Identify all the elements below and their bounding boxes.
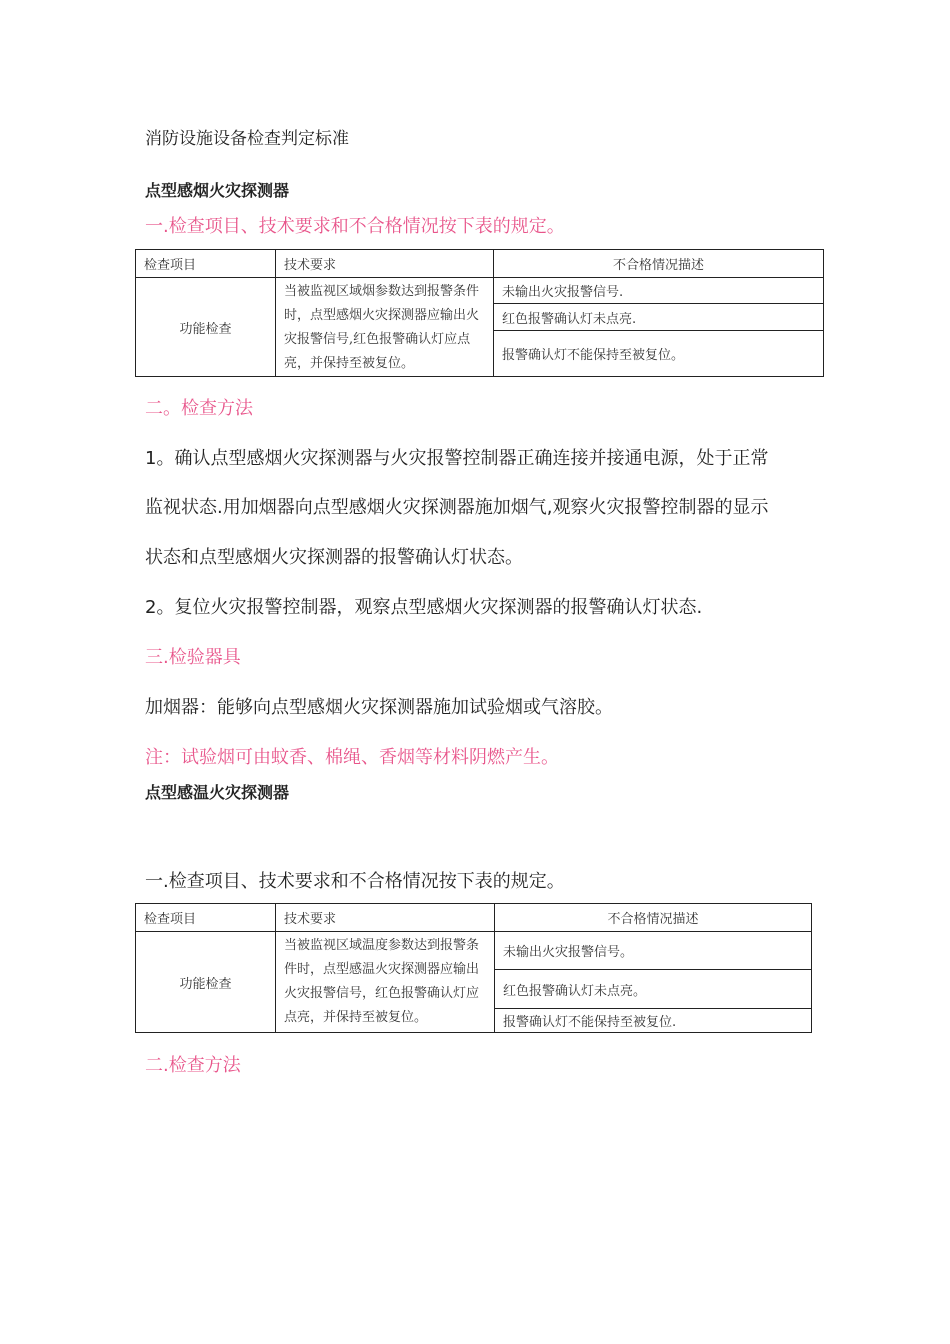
tools-description: 加烟器：能够向点型感烟火灾探测器施加试验烟或气溶胶。 — [145, 697, 613, 718]
requirement-cell: 当被监视区域烟参数达到报警条件时，点型感烟火灾探测器应输出火灾报警信号,红色报警确认灯应点亮，并保持至被复位。 — [276, 278, 494, 377]
header-inspection-item: 检查项目 — [136, 250, 276, 278]
failure-cell: 红色报警确认灯未点亮. — [494, 304, 824, 331]
method-1-line-3: 状态和点型感烟火灾探测器的报警确认灯状态。 — [145, 547, 523, 568]
heat-section-2-heading: 二.检查方法 — [145, 1055, 241, 1076]
header-inspection-item: 检查项目 — [136, 904, 276, 932]
inspection-item-cell: 功能检查 — [136, 932, 276, 1033]
table-header-row — [136, 250, 824, 278]
failure-cell: 报警确认灯不能保持至被复位。 — [494, 331, 824, 377]
table-header-row — [136, 904, 812, 932]
smoke-section-3-heading: 三.检验器具 — [145, 647, 241, 668]
smoke-inspection-table — [135, 249, 824, 377]
header-technical-requirement: 技术要求 — [276, 250, 494, 278]
document-title: 消防设施设备检查判定标准 — [145, 129, 349, 149]
heat-inspection-table — [135, 903, 812, 1033]
method-1-line-2: 监视状态.用加烟器向点型感烟火灾探测器施加烟气,观察火灾报警控制器的显示 — [145, 497, 769, 518]
table-row — [136, 278, 824, 304]
method-1-line-1: 1。确认点型感烟火灾探测器与火灾报警控制器正确连接并接通电源，处于正常 — [145, 448, 769, 469]
header-failure-description: 不合格情况描述 — [495, 904, 812, 932]
smoke-note: 注：试验烟可由蚊香、棉绳、香烟等材料阴燃产生。 — [145, 747, 559, 768]
smoke-section-2-heading: 二。检查方法 — [145, 398, 253, 419]
header-failure-description: 不合格情况描述 — [494, 250, 824, 278]
requirement-cell: 当被监视区域温度参数达到报警条件时，点型感温火灾探测器应输出火灾报警信号，红色报警确认灯应点亮，并保持至被复位。 — [276, 932, 495, 1033]
smoke-section-1-heading: 一.检查项目、技术要求和不合格情况按下表的规定。 — [145, 216, 565, 237]
failure-cell: 红色报警确认灯未点亮。 — [495, 970, 812, 1009]
smoke-detector-heading: 点型感烟火灾探测器 — [145, 181, 290, 200]
heat-detector-heading: 点型感温火灾探测器 — [145, 783, 290, 802]
heat-section-1-heading: 一.检查项目、技术要求和不合格情况按下表的规定。 — [145, 871, 565, 892]
failure-cell: 报警确认灯不能保持至被复位. — [495, 1009, 812, 1033]
method-2: 2。复位火灾报警控制器，观察点型感烟火灾探测器的报警确认灯状态. — [145, 597, 703, 618]
failure-cell: 未输出火灾报警信号. — [494, 278, 824, 304]
failure-cell: 未输出火灾报警信号。 — [495, 932, 812, 970]
inspection-item-cell: 功能检查 — [136, 278, 276, 377]
header-technical-requirement: 技术要求 — [276, 904, 495, 932]
table-row — [136, 932, 812, 970]
